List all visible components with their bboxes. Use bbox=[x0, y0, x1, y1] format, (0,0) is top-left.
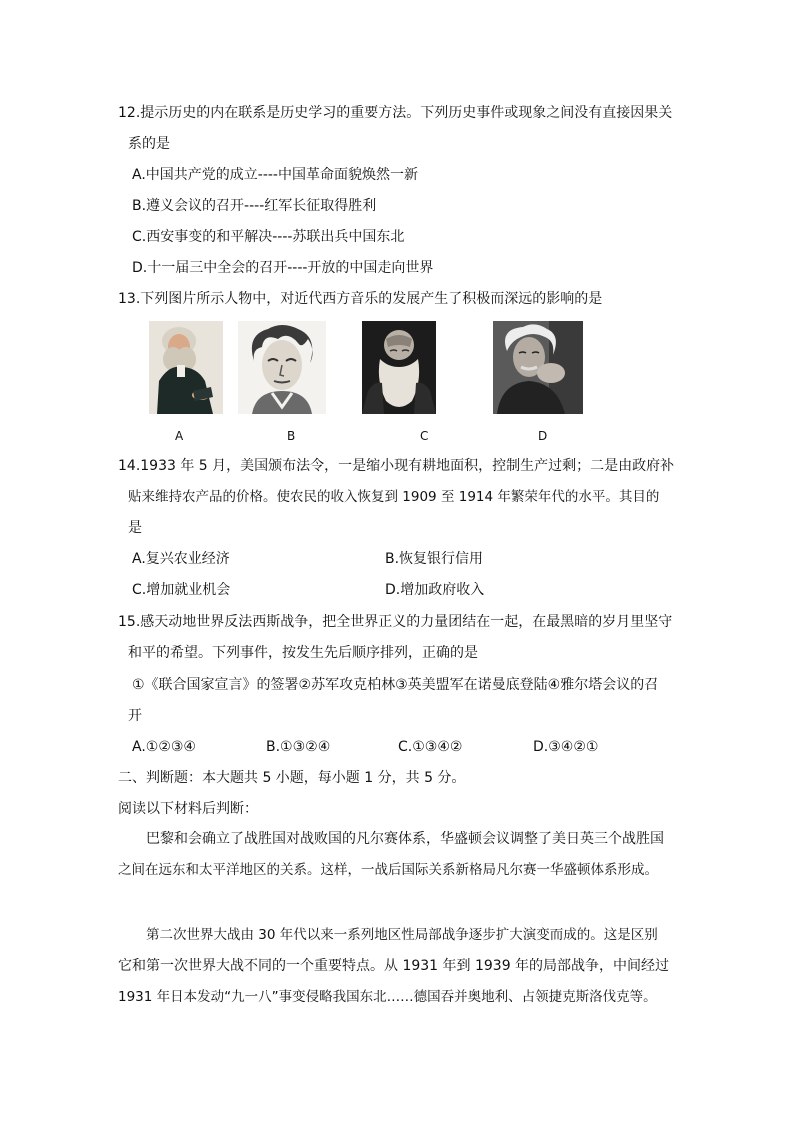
q15-stem-line1: 15.感天动地世界反法西斯战争，把全世界正义的力量团结在一起，在最黑暗的岁月里坚守 bbox=[118, 614, 673, 630]
q14-option-b: B.恢复银行信用 bbox=[385, 551, 484, 567]
q14-stem-line1: 14.1933 年 5 月，美国颁布法令，一是缩小现有耕地面积，控制生产过剩；二是由政府补 bbox=[118, 458, 675, 474]
paragraph1-line1: 巴黎和会确立了战胜国对战败国的凡尔赛体系，华盛顿会议调整了美日英三个战胜国 bbox=[146, 831, 664, 847]
q14-option-a: A.复兴农业经济 bbox=[132, 551, 230, 567]
q12-option-a: A.中国共产党的成立----中国革命面貌焕然一新 bbox=[132, 167, 418, 183]
q15-events-line1: ①《联合国家宣言》的签署②苏军攻克柏林③英美盟军在诺曼底登陆④雅尔塔会议的召 bbox=[132, 677, 659, 693]
portrait-b-caption: B bbox=[287, 429, 296, 443]
q15-stem-line2: 和平的希望。下列事件，按发生先后顺序排列，正确的是 bbox=[128, 645, 478, 661]
portrait-d-image bbox=[493, 321, 583, 414]
portrait-a-caption: A bbox=[175, 429, 184, 443]
q14-stem-line3: 是 bbox=[128, 520, 142, 536]
q12-stem-line2: 系的是 bbox=[128, 136, 170, 152]
portrait-c-caption: C bbox=[420, 429, 429, 443]
q15-option-c: C.①③④② bbox=[398, 739, 463, 755]
q15-option-b: B.①③②④ bbox=[266, 739, 331, 755]
q14-stem-line2: 贴来维持农产品的价格。使农民的收入恢复到 1909 至 1914 年繁荣年代的水平。其目的 bbox=[128, 489, 660, 505]
q14-option-d: D.增加政府收入 bbox=[385, 582, 485, 598]
q12-option-c: C.西安事变的和平解决----苏联出兵中国东北 bbox=[132, 229, 405, 245]
section2-instruction: 阅读以下材料后判断： bbox=[118, 801, 258, 817]
paragraph1-line2: 之间在远东和太平洋地区的关系。这样，一战后国际关系新格局凡尔赛一华盛顿体系形成。 bbox=[118, 862, 658, 878]
q13-stem: 13.下列图片所示人物中，对近代西方音乐的发展产生了积极而深远的影响的是 bbox=[118, 291, 603, 307]
portrait-d-caption: D bbox=[538, 429, 548, 443]
q12-option-b: B.遵义会议的召开----红军长征取得胜利 bbox=[132, 198, 377, 214]
paragraph2-line1: 第二次世界大战由 30 年代以来一系列地区性局部战争逐步扩大演变而成的。这是区别 bbox=[146, 927, 658, 943]
portrait-b-image bbox=[238, 321, 326, 414]
q12-option-d: D.十一届三中全会的召开----开放的中国走向世界 bbox=[132, 260, 434, 276]
portrait-c-image bbox=[362, 321, 436, 414]
section2-heading: 二、判断题：本大题共 5 小题，每小题 1 分，共 5 分。 bbox=[118, 770, 466, 786]
q15-events-line2: 开 bbox=[128, 708, 142, 724]
portrait-a-image bbox=[149, 321, 223, 414]
paragraph2-line2: 它和第一次世界大战不同的一个重要特点。从 1931 年到 1939 年的局部战争，中间经过 bbox=[118, 958, 670, 974]
paragraph2-line3: 1931 年日本发动“九一八”事变侵略我国东北……德国吞并奥地利、占领捷克斯洛伐克等。 bbox=[118, 989, 657, 1005]
q12-stem-line1: 12.提示历史的内在联系是历史学习的重要方法。下列历史事件或现象之间没有直接因果关 bbox=[118, 105, 673, 121]
q14-option-c: C.增加就业机会 bbox=[132, 582, 231, 598]
q15-option-a: A.①②③④ bbox=[132, 739, 196, 755]
q15-option-d: D.③④②① bbox=[533, 739, 599, 755]
